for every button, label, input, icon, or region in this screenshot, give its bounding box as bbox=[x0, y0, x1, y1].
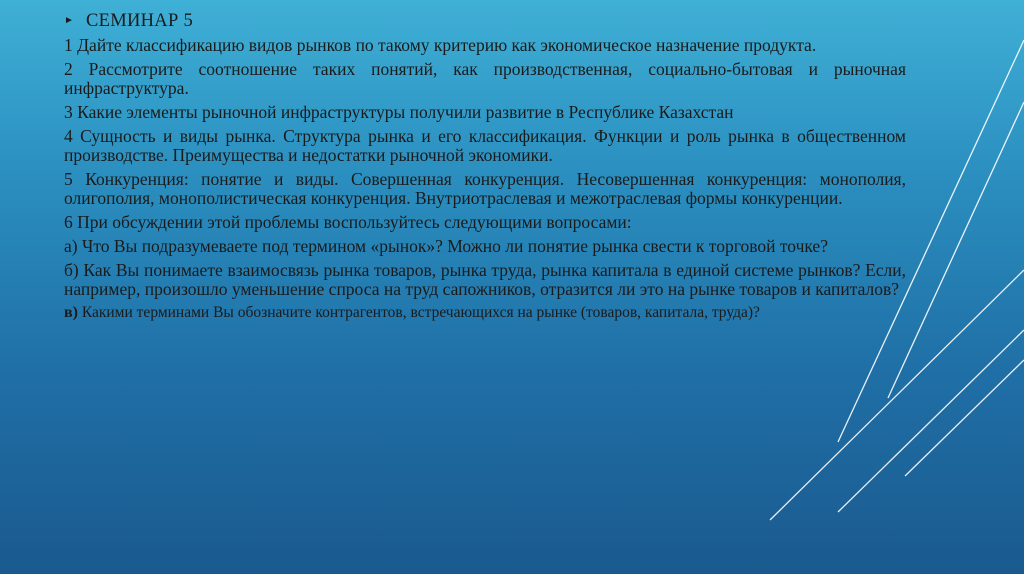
triangle-right-icon: ► bbox=[64, 15, 74, 26]
slide-title: СЕМИНАР 5 bbox=[86, 11, 194, 31]
paragraph-3: 3 Какие элементы рыночной инфраструктуры получили развитие в Республике Казахстан bbox=[64, 102, 734, 122]
deco-line-5 bbox=[905, 360, 1024, 476]
paragraph-1: 1 Дайте классификацию видов рынков по такому критерию как экономическое назначение продукта. bbox=[64, 35, 817, 55]
paragraph-4: 4 Сущность и виды рынка. Структура рынка и его классификация. Функции и роль рынка в общественном производстве. Преимущества и недостатки рыночной экономики. bbox=[64, 126, 906, 165]
deco-line-4 bbox=[838, 330, 1024, 512]
paragraph-6v-marker: в) bbox=[64, 304, 78, 321]
paragraph-6a: а) Что Вы подразумеваете под термином «рынок»? Можно ли понятие рынка свести к торговой точке? bbox=[64, 236, 828, 256]
deco-line-2 bbox=[888, 102, 1024, 398]
paragraph-2: 2 Рассмотрите соотношение таких понятий, как производственная, социально-бытовая и рыночная инфраструктура. bbox=[64, 59, 906, 98]
paragraph-6b: б) Как Вы понимаете взаимосвязь рынка товаров, рынка труда, рынка капитала в единой системе рынков? Если, например, произошло уменьшение спроса на труд сапожников, отразится ли это на рынке товаров и капиталов? bbox=[64, 260, 906, 299]
paragraph-6v-text: Какими терминами Вы обозначите контрагентов, встречающихся на рынке (товаров, капитала, труда)? bbox=[77, 304, 760, 321]
slide-content bbox=[64, 12, 906, 327]
title-row bbox=[64, 12, 906, 31]
paragraph-5: 5 Конкуренция: понятие и виды. Совершенная конкуренция. Несовершенная конкуренция: монополия, олигополия, монополистическая конкуренция. Внутриотраслевая и межотраслевая формы конкуренции. bbox=[64, 169, 906, 208]
paragraph-6v bbox=[64, 304, 906, 322]
paragraph-6: 6 При обсуждении этой проблемы воспользуйтесь следующими вопросами: bbox=[64, 212, 632, 232]
